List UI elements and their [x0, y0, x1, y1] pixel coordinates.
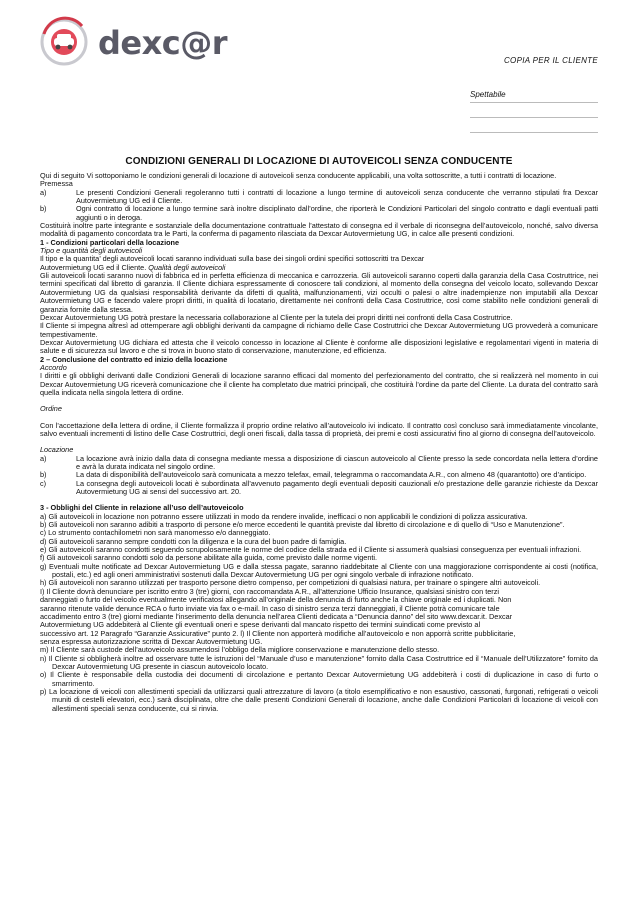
- list-item: d) Gli autoveicoli saranno sempre condotti con la diligenza e la cura del buon padre di famiglia.: [40, 536, 347, 546]
- paragraph: Dexcar Autovermietung UG potrà prestare la necessaria collaborazione al Cliente per la tutela dei propri diritti nei confronti della Casa Costruttrice.: [40, 312, 513, 322]
- section-heading: 3 - Obblighi del Cliente in relazione all’uso dell’autoveicolo: [40, 503, 244, 513]
- document-body: [40, 172, 598, 713]
- list-item: c) Lo strumento contachilometri non sarà manomesso e/o danneggiato.: [40, 528, 271, 538]
- list-item-line: accadimento entro 3 (tre) giorni mediante l’inserimento della denuncia nell’area Clienti dedicata a “Denuncia danno” del sito www.dexcar.it. Dexcar: [40, 611, 513, 621]
- section-heading: 2 – Conclusione del contratto ed inizio della locazione: [40, 354, 228, 364]
- list-item: o) Il Cliente è responsabile della custodia dei documenti di circolazione e pertanto Dexcar Autovermietung UG addebiterà i costi di duplicazione in caso di furto o smarrimento.: [40, 670, 598, 688]
- list-item: a) Gli autoveicoli in locazione non potranno essere utilizzati in modo da rendere invalide, inefficaci o non applicabili le condizioni di polizza assicurativa.: [40, 511, 528, 521]
- intro-paragraph: Qui di seguito Vi sottoponiamo le condizioni generali di locazione di autoveicoli senza conducente applicabili, una volta sottoscritte, a tutti i contratti di locazione.: [40, 171, 557, 180]
- item-label: c): [40, 478, 47, 488]
- list-item-line: Autovermietung UG addebiterà al Cliente gli eventuali oneri e spese derivanti dal mancato rispetto dei termini suindicati come previsto al: [40, 620, 481, 630]
- list-item-line: successivo art. 12 Paragrafo “Garanzie Assicurative” punto 2. l) Il Cliente non apporterà modifiche all’autoveicolo e non apporrà scritte pubblicitarie,: [40, 628, 516, 638]
- paragraph: Con l’accettazione della lettera di ordine, il Cliente formalizza il proprio ordine relativo all’autoveicolo ivi indicato. Il contratto così concluso sarà immediatamente vincolante, salvo eventuali incrementi di listino delle Case Costruttrici, degli oneri fiscali, dalla tassa di proprietà, dei premi e costi assicurativi fino al giorno di consegna dell’autoveicolo.: [40, 420, 598, 438]
- paragraph-text: Autovermietung UG ed il Cliente.: [40, 262, 147, 272]
- spacer: [40, 438, 598, 446]
- recipient-label: Spettabile: [470, 90, 506, 99]
- premessa-item: [40, 189, 598, 206]
- item-text: Le presenti Condizioni Generali regoleranno tutti i contratti di locazione a lungo termine di autoveicoli senza conducente che verranno stipulati fra Dexcar Autovermietung UG ed il Cliente.: [76, 187, 598, 206]
- car-emblem-icon: [36, 14, 94, 70]
- item-label: b): [40, 204, 47, 214]
- document-title: CONDIZIONI GENERALI DI LOCAZIONE DI AUTOVEICOLI SENZA CONDUCENTE: [125, 156, 513, 167]
- section-heading: 1 - Condizioni particolari della locazione: [40, 237, 180, 247]
- logo-wordmark: dexc@r: [98, 24, 227, 62]
- premessa-item: [40, 205, 598, 222]
- list-item: h) Gli autoveicoli non saranno utilizzati per trasporto persone dietro compenso, per competizioni di qualsiasi natura, per trainare o spingere altri autoveicoli.: [40, 578, 541, 588]
- subsection-heading: Tipo e quantità degli autoveicoli: [40, 246, 143, 256]
- locazione-item: [40, 480, 598, 497]
- list-item-line: I) Il Cliente dovrà denunciare per iscritto entro 3 (tre) giorni, con raccomandata A.R., all’attenzione Ufficio Insurance, qualsiasi sinistro con terzi: [40, 586, 499, 596]
- item-text: La data di disponibilità dell’autoveicolo sarà comunicata a mezzo telefax, email, telegramma o raccomandata A.R., con almeno 48 (quarantotto) ore d’anticipo.: [76, 470, 587, 480]
- list-item-line: danneggiati o furto del veicolo eventualmente verificatosi allegando all’originale della denuncia di furto anche la chiave originale ed i duplicati. Non: [40, 595, 512, 605]
- premessa-heading: Premessa: [40, 179, 73, 189]
- list-item: e) Gli autoveicoli saranno condotti seguendo scrupolosamente le norme del codice della strada ed il Cliente si assumerà qualsiasi conseguenza per eventuali infrazioni.: [40, 545, 582, 555]
- recipient-line: [470, 102, 598, 103]
- paragraph: Gli autoveicoli locati saranno nuovi di fabbrica ed in perfetta efficienza di meccanica e carrozzeria. Gli autoveicoli saranno coperti dalla garanzia della Casa Costruttrice, nei termini specificati dal libretto di garanzia. Il Cliente dichiara espressamente di conoscere tali condizioni, al momento della consegna del veicolo locato, sollevando Dexcar Autovermietung UG da qualsiasi responsabilità derivante da difetti di qualità, malfunzionamenti, vizi occulti o palesi o altre inadempienze non imputabili alla Dexcar Autovermietung UG e facendo valere propri diritti, in qualità di locatario, direttamente nei confronti della Casa Costruttrice, così come stabilito nelle condizioni generali di garanzia fornite dalla stessa.: [40, 271, 598, 314]
- item-text: La consegna degli autoveicoli locati è subordinata all’avvenuto pagamento degli eventuali depositi cauzionali e/o prestazione delle garanzie richieste da Dexcar Autovermietung UG ai sensi del successivo art. 20.: [76, 478, 598, 497]
- list-item: g) Eventuali multe notificate ad Dexcar Autovermietung UG e dalla stessa pagate, saranno riaddebitate al Cliente con una maggiorazione corrispondente ai costi (notifica, postali, etc.) ed agli oneri amministrativi sostenuti dalla Dexcar Autovermietung UG per ogni singolo verbale di infrazione notificato.: [40, 561, 598, 580]
- paragraph: I diritti e gli obblighi derivanti dalle Condizioni Generali di locazione saranno efficaci dal momento del perfezionamento del contratto, che si realizzerà nel momento in cui Dexcar Autovermietung UG riceverà comunicazione che il cliente ha completato due matrici principali, che costituirà l’ordine da parte del Cliente. La durata del contratto sarà quella indicata nella singola lettera di ordine.: [40, 371, 598, 397]
- item-text: La locazione avrà inizio dalla data di consegna mediante messa a disposizione di ciascun autoveicolo al Cliente presso la sede concordata nella lettera d’ordine e avrà la durata indicata nel singolo ordine.: [76, 453, 598, 471]
- list-item: m) Il Cliente sarà custode dell’autoveicolo assumendosi l’obbligo della migliore conservazione e manutenzione dello stesso.: [40, 645, 440, 655]
- paragraph: Il tipo e la quantita’ degli autoveicoli locati saranno individuati sulla base dei singoli ordini specifici sottoscritti tra Dexcar: [40, 254, 425, 264]
- subsection-heading: Accordo: [40, 362, 67, 372]
- item-label: a): [40, 187, 47, 197]
- copy-label: COPIA PER IL CLIENTE: [503, 56, 598, 65]
- paragraph: Il Cliente si impegna altresì ad ottemperare agli obblighi derivanti da campagne di richiamo delle Case Costruttrici che Dexcar Autovermietung UG provvederà a comunicare tempestivamente.: [40, 321, 598, 339]
- subsection-heading: Ordine: [40, 404, 62, 414]
- item-text: Ogni contratto di locazione a lungo termine sarà inoltre disciplinato dall’ordine, che riporterà le Condizioni Particolari del singolo contratto e dagli eventuali patti aggiunti o in deroga.: [76, 204, 598, 222]
- premessa-paragraph: Costituirà inoltre parte integrante e sostanziale della documentazione contrattuale l’attestato di consegna ed il verbale di riconsegna dell’autoveicolo, nonché, salvo diversa modalità di pagamento concordata tra le Parti, la conferma di pagamento rilasciata da Dexcar Autovermietung UG, in calce alle presenti condizioni.: [40, 221, 598, 239]
- item-label: b): [40, 470, 47, 480]
- list-item: b) Gli autoveicoli non saranno adibiti a trasporto di persone e/o merce eccedenti le quantità previste dal libretto di circolazione e di quello di “Uso e Manutenzione”.: [40, 520, 565, 530]
- list-item: f) Gli autoveicoli saranno condotti solo da persone abilitate alla guida, come previsto dalle norme vigenti.: [40, 553, 378, 563]
- spacer: [40, 397, 598, 405]
- recipient-line: [470, 132, 598, 133]
- recipient-line: [470, 117, 598, 118]
- list-item: p) La locazione di veicoli con allestimenti speciali da utilizzarsi quali attrezzature di lavoro (a titolo esemplificativo e non esaustivo, cassonati, furgonati, refrigerati o veicoli muniti di cestelli elevatori, ecc.) sarà disciplinata, oltre che dalle presenti Condizioni Generali di locazione, anche dalle Condizioni Particolari di locazione di veicoli con allestimenti speciali senza conducente, cui si rinvia.: [40, 686, 598, 713]
- paragraph: Dexcar Autovermietung UG dichiara ed attesta che il veicolo concesso in locazione al Cliente è conforme alle disposizioni legislative e regolamentari vigenti in materia di salute e di sicurezza sul lavoro e che si trova in buono stato di conservazione, manutenzione, ed efficienza.: [40, 337, 598, 356]
- subsection-heading: Qualità degli autoveicoli: [148, 262, 226, 272]
- subsection-heading: Locazione: [40, 445, 74, 455]
- dexcar-logo: [36, 14, 226, 74]
- page-header: [0, 0, 638, 120]
- list-item-line: senza espressa autorizzazione scritta di Dexcar Autovermietung UG.: [40, 636, 263, 646]
- locazione-item: [40, 455, 598, 472]
- item-label: a): [40, 453, 47, 463]
- list-item: n) Il Cliente si obbligherà inoltre ad osservare tutte le istruzioni del “Manuale d’uso e manutenzione” fornito dalla Casa Costruttrice ed il “Manuale dell’Utilizzatore” fornito da Dexcar Autovermietung UG presente in ciascun autoveicolo locato.: [40, 653, 598, 671]
- list-item-line: saranno ritenute valide denunce RCA o furto inviate via fax o e-mail. In caso di sinistro senza terzi danneggiati, il Cliente potrà comunicare tale: [40, 603, 500, 613]
